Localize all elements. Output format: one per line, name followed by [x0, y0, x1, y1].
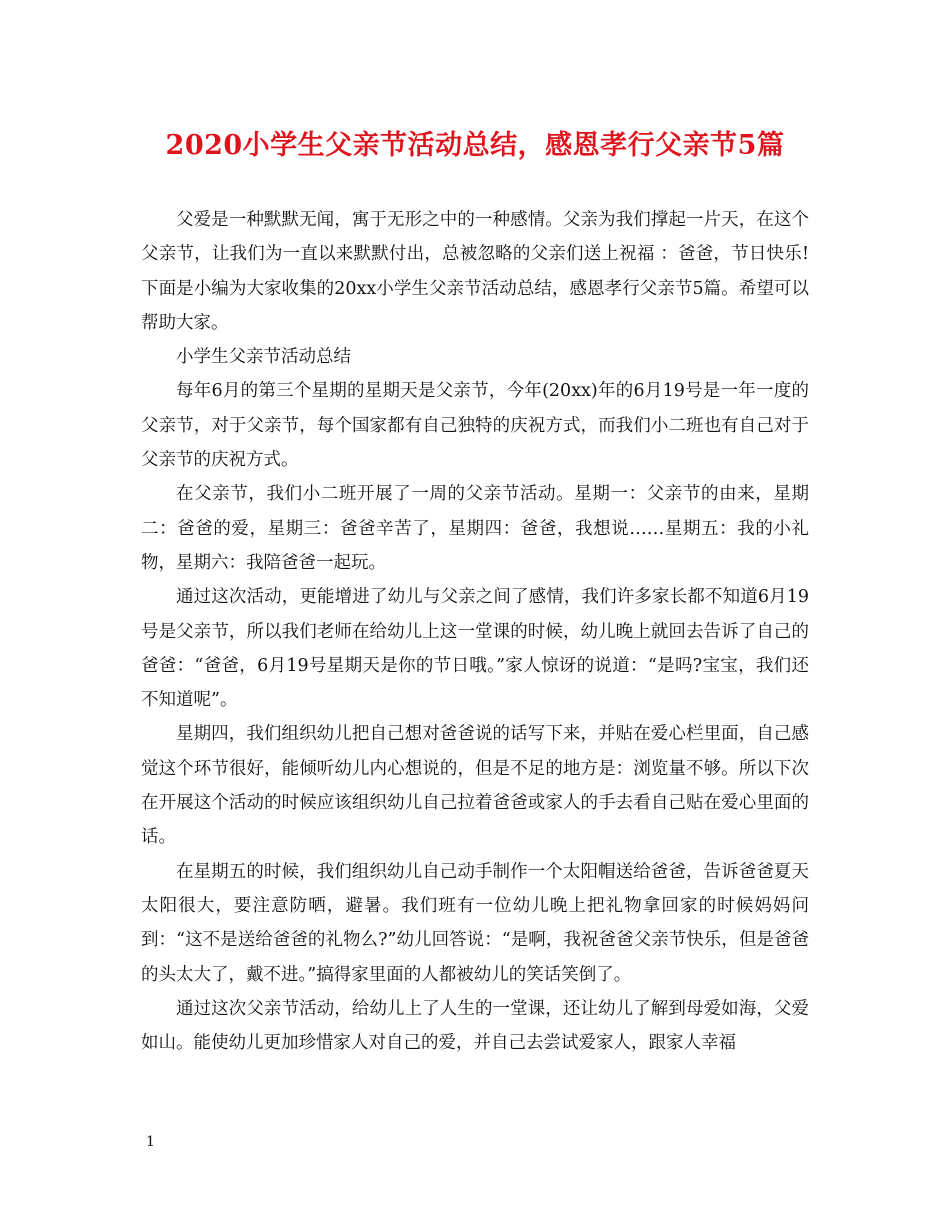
document-title: 2020小学生父亲节活动总结，感恩孝行父亲节5篇 — [165, 130, 785, 161]
paragraph: 在父亲节，我们小二班开展了一周的父亲节活动。星期一：父亲节的由来，星期二：爸爸的爱，星期三：爸爸辛苦了，星期四：爸爸，我想说……星期五：我的小礼物，星期六：我陪爸爸一起玩。 — [141, 484, 809, 573]
paragraph: 通过这次活动，更能增进了幼儿与父亲之间了感情，我们许多家长都不知道6月19号是父亲节，所以我们老师在给幼儿上这一堂课的时候，幼儿晚上就回去告诉了自己的爸爸：“爸爸，6月19号星期天是你的节日哦。”家人惊讶的说道：“是吗?宝宝，我们还不知道呢”。 — [141, 587, 809, 711]
document-body — [141, 203, 809, 1060]
paragraph-intro: 父爱是一种默默无闻，寓于无形之中的一种感情。父亲为我们撑起一片天，在这个父亲节，让我们为一直以来默默付出，总被忽略的父亲们送上祝福 ：爸爸，节日快乐!下面是小编为大家收集的20xx小学生父亲节活动总结，感恩孝行父亲节5篇。希望可以帮助大家。 — [141, 210, 809, 333]
paragraph: 在星期五的时候，我们组织幼儿自己动手制作一个太阳帽送给爸爸，告诉爸爸夏天太阳很大，要注意防晒，避暑。我们班有一位幼儿晚上把礼物拿回家的时候妈妈问到：“这不是送给爸爸的礼物么?”幼儿回答说：“是啊，我祝爸爸父亲节快乐，但是爸爸的头太大了，戴不进。”搞得家里面的人都被幼儿的笑话笑倒了。 — [141, 861, 809, 985]
paragraph: 每年6月的第三个星期的星期天是父亲节，今年(20xx)年的6月19号是一年一度的父亲节，对于父亲节，每个国家都有自己独特的庆祝方式，而我们小二班也有自己对于父亲节的庆祝方式。 — [141, 381, 809, 471]
section-heading: 小学生父亲节活动总结 — [176, 347, 351, 368]
paragraph: 通过这次父亲节活动，给幼儿上了人生的一堂课，还让幼儿了解到母爱如海，父爱如山。能使幼儿更加珍惜家人对自己的爱，并自己去尝试爱家人，跟家人幸福 — [141, 998, 809, 1054]
paragraph: 星期四，我们组织幼儿把自己想对爸爸说的话写下来，并贴在爱心栏里面，自己感觉这个环节很好，能倾听幼儿内心想说的，但是不足的地方是：浏览量不够。所以下次在开展这个活动的时候应该组织幼儿自己拉着爸爸或家人的手去看自己贴在爱心里面的话。 — [141, 724, 809, 848]
page-number: 1 — [146, 1134, 155, 1150]
